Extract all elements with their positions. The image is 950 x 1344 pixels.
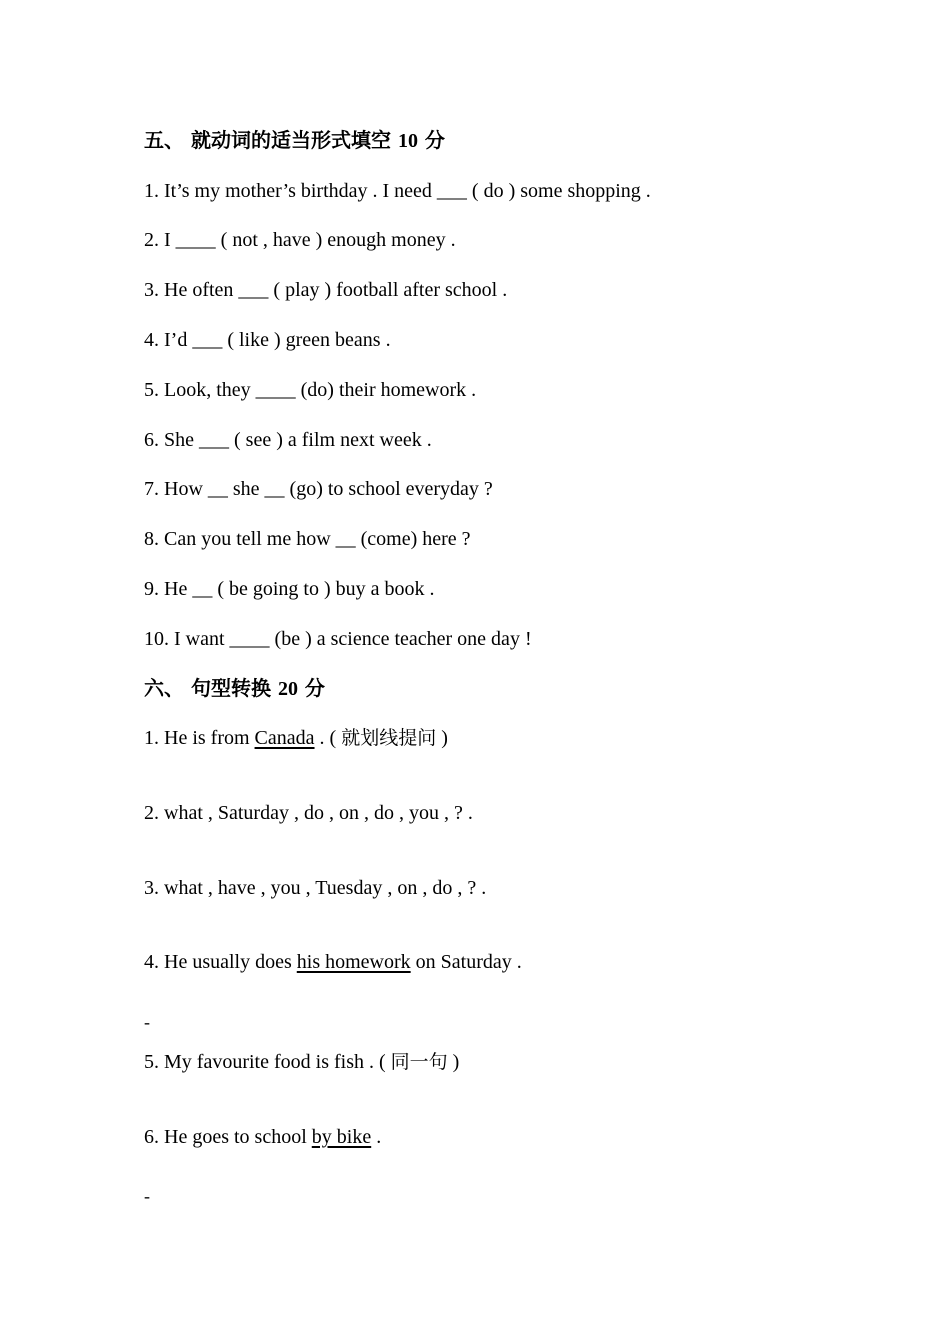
exercise-6-item-3: 3. what , have , you , Tuesday , on , do , ? .: [144, 877, 487, 899]
q5-instruction: 同一句: [390, 1051, 448, 1073]
q5-close-paren: ): [447, 1051, 460, 1073]
q5-text: 5. My favourite food is fish . (: [144, 1051, 391, 1073]
q1-text: 1. He is from: [144, 727, 255, 749]
q4-text: 4. He usually does: [144, 951, 297, 973]
section-5-score: 10: [397, 130, 418, 152]
section-5-heading: [144, 127, 445, 154]
q1-underlined-word: Canada: [254, 727, 315, 749]
exercise-5-item-2: 2. I ____ ( not , have ) enough money .: [144, 229, 456, 251]
q1-text-after: . (: [314, 727, 342, 749]
section-6-heading-text: 六、 句型转换: [144, 676, 271, 700]
section-6-score-unit: 分: [304, 676, 325, 700]
exercise-5-item-6: 6. She ___ ( see ) a film next week .: [144, 429, 432, 451]
exercise-5-item-4: 4. I’d ___ ( like ) green beans .: [144, 329, 391, 351]
exercise-5-item-10: 10. I want ____ (be ) a science teacher one day !: [144, 628, 532, 650]
section-6-heading: [144, 675, 325, 702]
answer-line-marker: -: [144, 1012, 150, 1032]
exercise-5-item-7: 7. How __ she __ (go) to school everyday ?: [144, 478, 493, 500]
exercise-6-item-5: [144, 1049, 459, 1075]
section-6-score: 20: [277, 678, 298, 700]
q1-instruction: 就划线提问: [341, 727, 437, 749]
section-5-score-unit: 分: [424, 128, 445, 152]
q6-text-after: .: [371, 1126, 382, 1148]
q1-close-paren: ): [436, 727, 448, 749]
exercise-6-item-4: [144, 949, 522, 975]
answer-line-marker-2: -: [144, 1186, 150, 1206]
exercise-6-item-1: [144, 725, 448, 751]
q4-text-after: on Saturday .: [410, 951, 522, 973]
exercise-6-item-2: 2. what , Saturday , do , on , do , you , ? .: [144, 802, 473, 824]
exercise-5-item-8: 8. Can you tell me how __ (come) here ?: [144, 528, 471, 550]
q6-text: 6. He goes to school: [144, 1126, 312, 1148]
exercise-5-item-9: 9. He __ ( be going to ) buy a book .: [144, 578, 435, 600]
q6-underlined-phrase: by bike: [311, 1126, 372, 1148]
exercise-6-item-6: [144, 1124, 381, 1150]
section-5-heading-text: 五、 就动词的适当形式填空: [144, 128, 391, 152]
exercise-5-item-5: 5. Look, they ____ (do) their homework .: [144, 379, 477, 401]
q4-underlined-phrase: his homework: [296, 951, 411, 973]
exercise-5-item-3: 3. He often ___ ( play ) football after school .: [144, 279, 508, 301]
exercise-5-item-1: 1. It’s my mother’s birthday . I need ___ ( do ) some shopping .: [144, 180, 651, 202]
